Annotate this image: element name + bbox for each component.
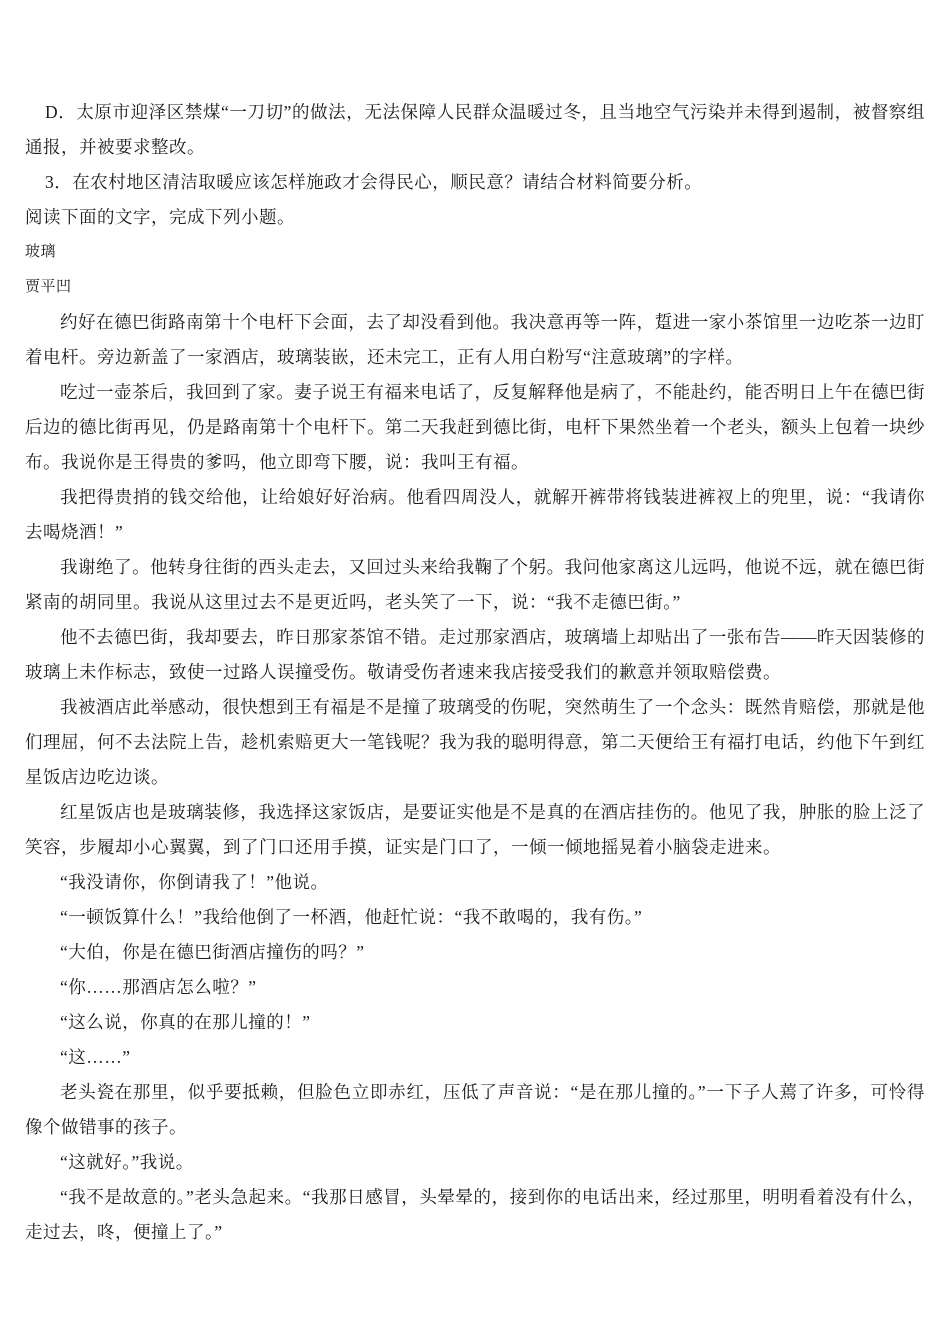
passage-body <box>25 305 925 1250</box>
passage-paragraph: 红星饭店也是玻璃装修，我选择这家饭店，是要证实他是不是真的在酒店挂伤的。他见了我，肿胀的脸上泛了笑容，步履却小心翼翼，到了门口还用手摸，证实是门口了，一倾一倾地摇晃着小脑袋走进来。 <box>25 802 925 857</box>
passage-paragraph: “我不是故意的。”老头急起来。“我那日感冒，头晕晕的，接到你的电话出来，经过那里，明明看着没有什么，走过去，咚，便撞上了。” <box>25 1187 925 1242</box>
passage-paragraph: 我被酒店此举感动，很快想到王有福是不是撞了玻璃受的伤呢，突然萌生了一个念头：既然肯赔偿，那就是他们理屈，何不去法院上告，趁机索赔更大一笔钱呢？我为我的聪明得意，第二天便给王有福打电话，约他下午到红星饭店边吃边谈。 <box>25 697 925 787</box>
passage-paragraph: 约好在德巴街路南第十个电杆下会面，去了却没看到他。我决意再等一阵，踅进一家小茶馆里一边吃茶一边盯着电杆。旁边新盖了一家酒店，玻璃装嵌，还未完工，正有人用白粉写“注意玻璃”的字样。 <box>25 312 925 367</box>
passage-paragraph: 他不去德巴街，我却要去，昨日那家茶馆不错。走过那家酒店，玻璃墙上却贴出了一张布告——昨天因装修的玻璃上未作标志，致使一过路人误撞受伤。敬请受伤者速来我店接受我们的歉意并领取赔偿费。 <box>25 627 925 682</box>
passage-dialogue-line: “你……那酒店怎么啦？” <box>60 977 257 997</box>
passage-title: 玻璃 <box>25 244 57 260</box>
passage-paragraph: 吃过一壶茶后，我回到了家。妻子说王有福来电话了，反复解释他是病了，不能赴约，能否明日上午在德巴街后边的德比街再见，仍是路南第十个电杆下。第二天我赶到德比街，电杆下果然坐着一个老头，额头上包着一块纱布。我说你是王得贵的爹吗，他立即弯下腰，说：我叫王有福。 <box>25 382 925 472</box>
passage-paragraph: 老头瓷在那里，似乎要抵赖，但脸色立即赤红，压低了声音说：“是在那儿撞的。”一下子人蔫了许多，可怜得像个做错事的孩子。 <box>25 1082 925 1137</box>
passage-dialogue-line: “我没请你，你倒请我了！”他说。 <box>60 872 329 892</box>
passage-dialogue-line: “这么说，你真的在那儿撞的！” <box>60 1012 311 1032</box>
passage-dialogue-line: “一顿饭算什么！”我给他倒了一杯酒，他赶忙说：“我不敢喝的，我有伤。” <box>60 907 643 927</box>
passage-dialogue-line: “这就好。”我说。 <box>60 1152 194 1172</box>
passage-dialogue-line: “大伯，你是在德巴街酒店撞伤的吗？” <box>60 942 365 962</box>
question-3-line: 3．在农村地区清洁取暖应该怎样施政才会得民心，顺民意？请结合材料简要分析。 <box>45 172 703 192</box>
passage-paragraph: 我把得贵捎的钱交给他，让给娘好好治病。他看四周没人，就解开裤带将钱装进裤衩上的兜里，说：“我请你去喝烧酒！” <box>25 487 925 542</box>
option-d-line: D．太原市迎泽区禁煤“一刀切”的做法，无法保障人民群众温暖过冬，且当地空气污染并未得到遏制，被督察组通报，并被要求整改。 <box>25 102 925 157</box>
passage-paragraph: 我谢绝了。他转身往街的西头走去，又回过头来给我鞠了个躬。我问他家离这儿远吗，他说不远，就在德巴街紧南的胡同里。我说从这里过去不是更近吗，老头笑了一下，说：“我不走德巴街。” <box>25 557 925 612</box>
passage-dialogue-line: “这……” <box>60 1047 131 1067</box>
passage-author: 贾平凹 <box>25 279 72 295</box>
reading-instruction: 阅读下面的文字，完成下列小题。 <box>25 207 295 227</box>
